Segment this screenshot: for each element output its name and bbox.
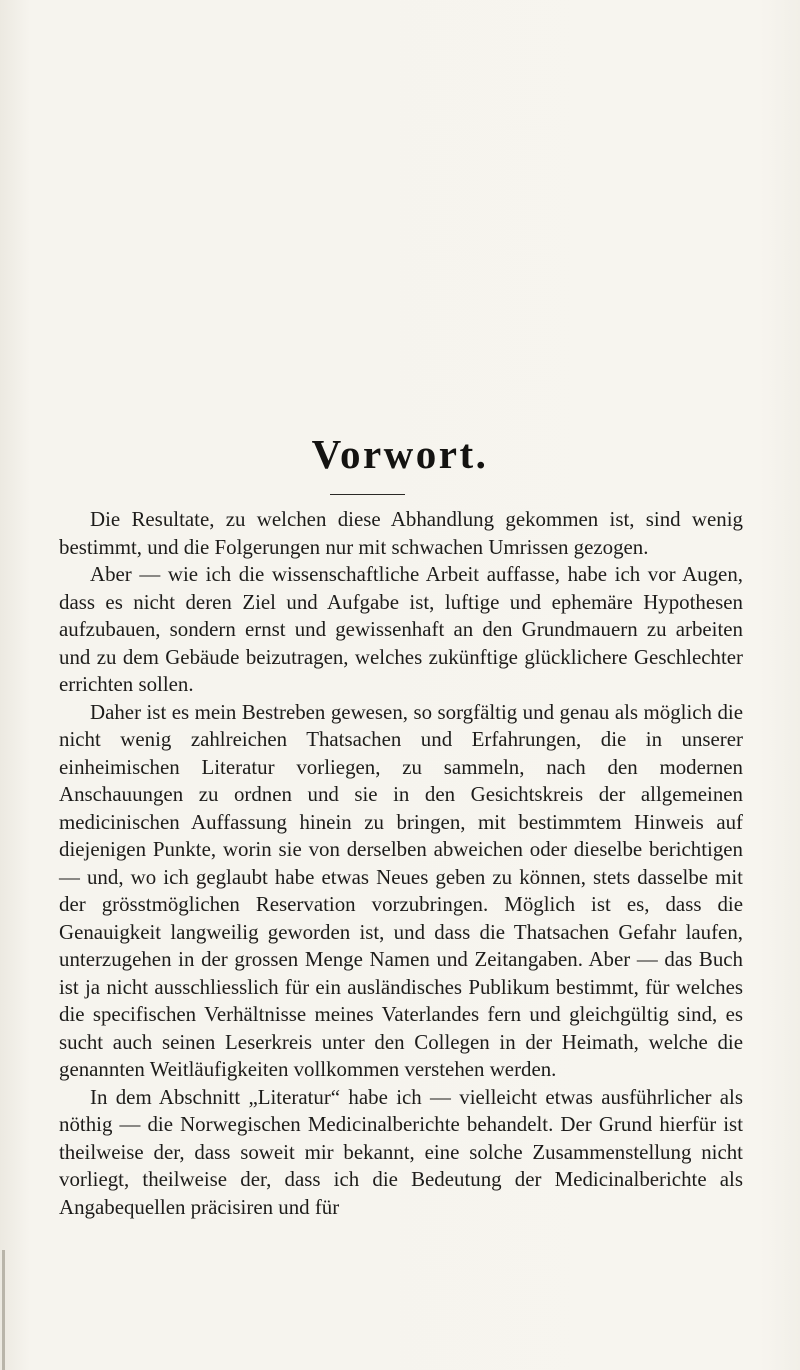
title-divider bbox=[330, 494, 405, 495]
page-edge-shadow bbox=[2, 1250, 5, 1370]
paragraph-3: Daher ist es mein Bestreben gewesen, so sorgfältig und genau als möglich die nicht wenig zahlreichen Thatsachen und Erfahrungen, die in unserer einheimischen Literatur vorliegen, zu sammeln, nach den modernen Anschauungen zu ordnen und sie in den Gesichtskreis der allgemeinen medicinischen Auffassung hinein zu bringen, mit bestimmtem Hinweis auf diejenigen Punkte, worin sie von derselben abweichen oder dieselbe berichtigen — und, wo ich geglaubt habe etwas Neues geben zu können, stets dasselbe mit der grösstmöglichen Reservation vorzubringen. Möglich ist es, dass die Genauigkeit langweilig geworden ist, und dass die Thatsachen Gefahr laufen, unterzugehen in der grossen Menge Namen und Zeitangaben. Aber — das Buch ist ja nicht ausschliesslich für ein ausländisches Publikum bestimmt, für welches die specifischen Verhältnisse meines Vaterlandes fern und gleichgültig sind, es sucht auch seinen Leserkreis unter den Collegen in der Heimath, welche die genannten Weitläufigkeiten vollkommen verstehen werden. bbox=[59, 699, 743, 1081]
paragraph-4: In dem Abschnitt „Literatur“ habe ich — vielleicht etwas ausführlicher als nöthig — die Norwegischen Medicinalberichte behandelt. Der Grund hierfür ist theilweise der, dass soweit mir bekannt, eine solche Zusammenstellung nicht vorliegt, theilweise der, dass ich die Bedeutung der Medicinalberichte als Angabequellen präcisiren und für bbox=[59, 1084, 743, 1219]
page-title: Vorwort. bbox=[311, 431, 489, 478]
paragraph-2: Aber — wie ich die wissenschaftliche Arbeit auffasse, habe ich vor Augen, dass es nicht deren Ziel und Aufgabe ist, luftige und ephemäre Hypothesen aufzubauen, sondern ernst und gewissenhaft an den Grundmauern zu arbeiten und zu dem Gebäude beizutragen, welches zukünftige glücklichere Geschlechter errichten sollen. bbox=[59, 562, 743, 696]
preface-text bbox=[59, 506, 743, 1221]
paragraph-1: Die Resultate, zu welchen diese Abhandlung gekommen ist, sind wenig bestimmt, und die Folgerungen nur mit schwachen Umrissen gezogen. bbox=[59, 507, 743, 559]
